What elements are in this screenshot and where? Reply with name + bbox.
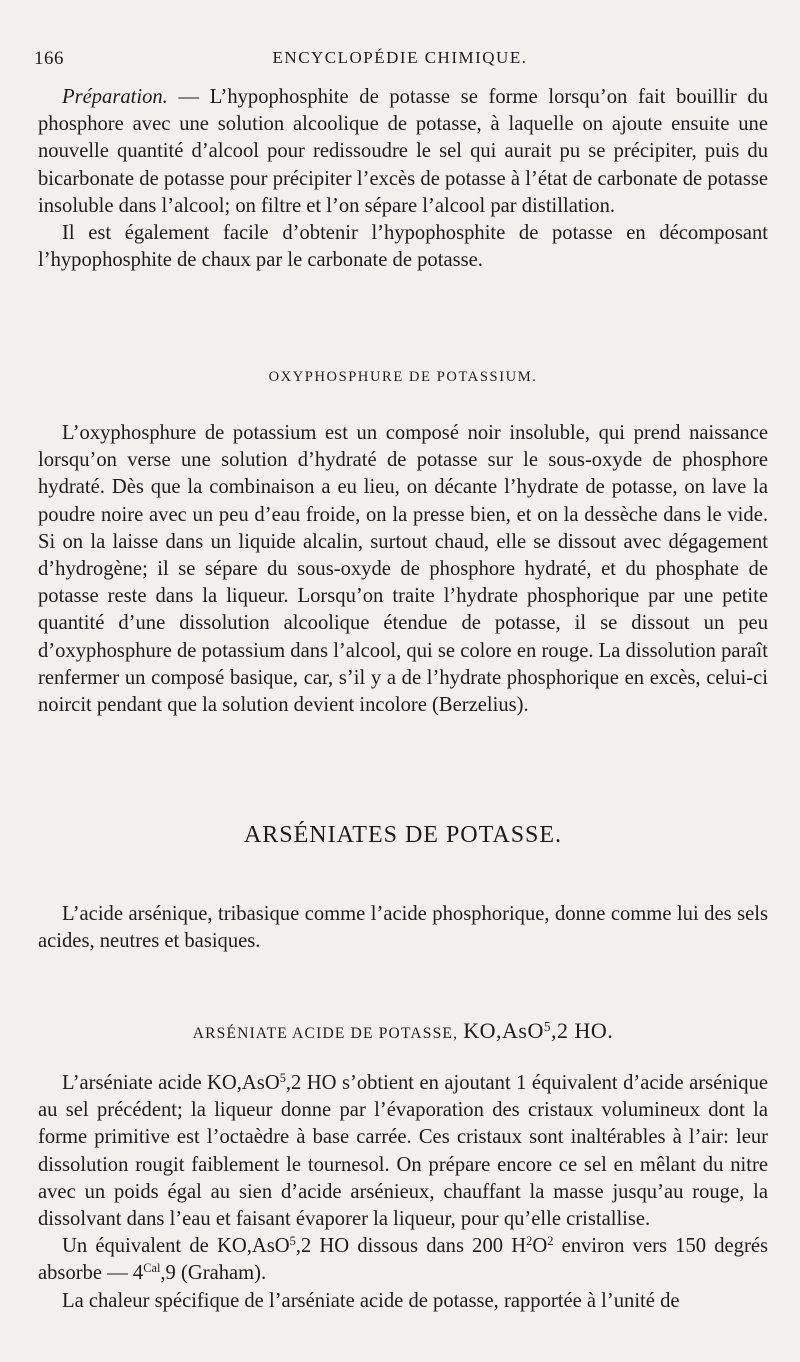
arseniate-acide-paragraph-1: L’arséniate acide KO,AsO$^5$,2 HO s’obtient en ajoutant 1 équivalent d’acide arsénique au sel précédent; la liqueur donne par l’évaporation des cristaux volumineux dont la forme primitive est l’octaèdre à base carrée. Ces cristaux sont inaltérables à l’air: leur dissolution rougit faiblement le tournesol. On prépare encore ce sel en mêlant du nitre avec un poids égal au sien d’acide arsénieux, chauffant la masse jusqu’au rouge, la dissolvant dans l’eau et faisant évaporer la liqueur, pour qu’elle cristallise. [38, 1071, 769, 1231]
oxyphosphure-title: OXYPHOSPHURE DE POTASSIUM. [268, 369, 538, 385]
arseniate-acide-paragraph-3: La chaleur spécifique de l’arséniate acide de potasse, rapportée à l’unité de [62, 1289, 680, 1312]
page-number: 166 [34, 48, 64, 69]
arseniate-acide-paragraph-2: Un équivalent de KO,AsO$^5$,2 HO dissous dans 200 $H^2O^2$ environ vers 150 degrés absorbe — $4^{Cal},9$ (Graham). [38, 1234, 768, 1285]
oxyphosphure-paragraph: L’oxyphosphure de potassium est un composé noir insoluble, qui prend naissance lorsqu’on verse une solution d’hydraté de potasse sur le sous-oxyde de phosphore hydraté. Dès que la combinaison a eu lieu, on décante l’hydrate de potasse, on lave la poudre noire avec un peu d’eau froide, on la presse bien, et on la dessèche dans le vide. Si on la laisse dans un liquide alcalin, surtout chaud, elle se dissout avec dégagement d’hydrogène; il se sépare du sous-oxyde de phosphore hydraté, et du phosphate de potasse reste dans la liqueur. Lorsqu’on traite l’hydrate phosphorique par une petite quantité d’une dissolution alcoolique étendue de potasse, il se dissout un peu d’oxyphosphure de potassium dans l’alcool, qui se colore en rouge. La dissolution paraît renfermer un composé basique, car, s’il y a de l’hydrate phosphorique en excès, celui-ci noircit pendant que la solution devient incolore (Berzelius). [38, 422, 768, 717]
running-title: ENCYCLOPÉDIE CHIMIQUE. [272, 48, 528, 67]
arseniate-acide-formula: KO,AsO$^5$,2 HO. [463, 1018, 614, 1043]
preparation-lead: Préparation. [62, 86, 168, 108]
preparation-text: — L’hypophosphite de potasse se forme lorsqu’on fait bouillir du phosphore avec une solution alcoolique de potasse, à laquelle on ajoute ensuite une nouvelle quantité d’alcool pour redissoudre le sel qui aurait pu se précipiter, puis du bicarbonate de potasse pour précipiter l’excès de potasse à l’état de carbonate de potasse insoluble dans l’alcool; on filtre et l’on sépare l’alcool par distillation. [38, 86, 768, 217]
arseniate-acide-section [38, 1070, 768, 1315]
arseniate-acide-title-text: ARSÉNIATE ACIDE DE POTASSE, [192, 1025, 459, 1042]
page-header [0, 48, 800, 76]
preparation-paragraph [38, 84, 768, 220]
arseniates-paragraph: L’acide arsénique, tribasique comme l’acide phosphorique, donne comme lui des sels acides, neutres et basiques. [38, 903, 768, 953]
arseniate-acide-title [38, 1018, 768, 1044]
oxyphosphure-section [38, 420, 768, 719]
preparation-paragraph-2: Il est également facile d’obtenir l’hypophosphite de potasse en décomposant l’hypophosphite de chaux par le carbonate de potasse. [38, 222, 768, 272]
arseniates-section [38, 901, 768, 955]
arseniates-title: ARSÉNIATES DE POTASSE. [243, 822, 563, 848]
preparation-section [38, 84, 768, 274]
